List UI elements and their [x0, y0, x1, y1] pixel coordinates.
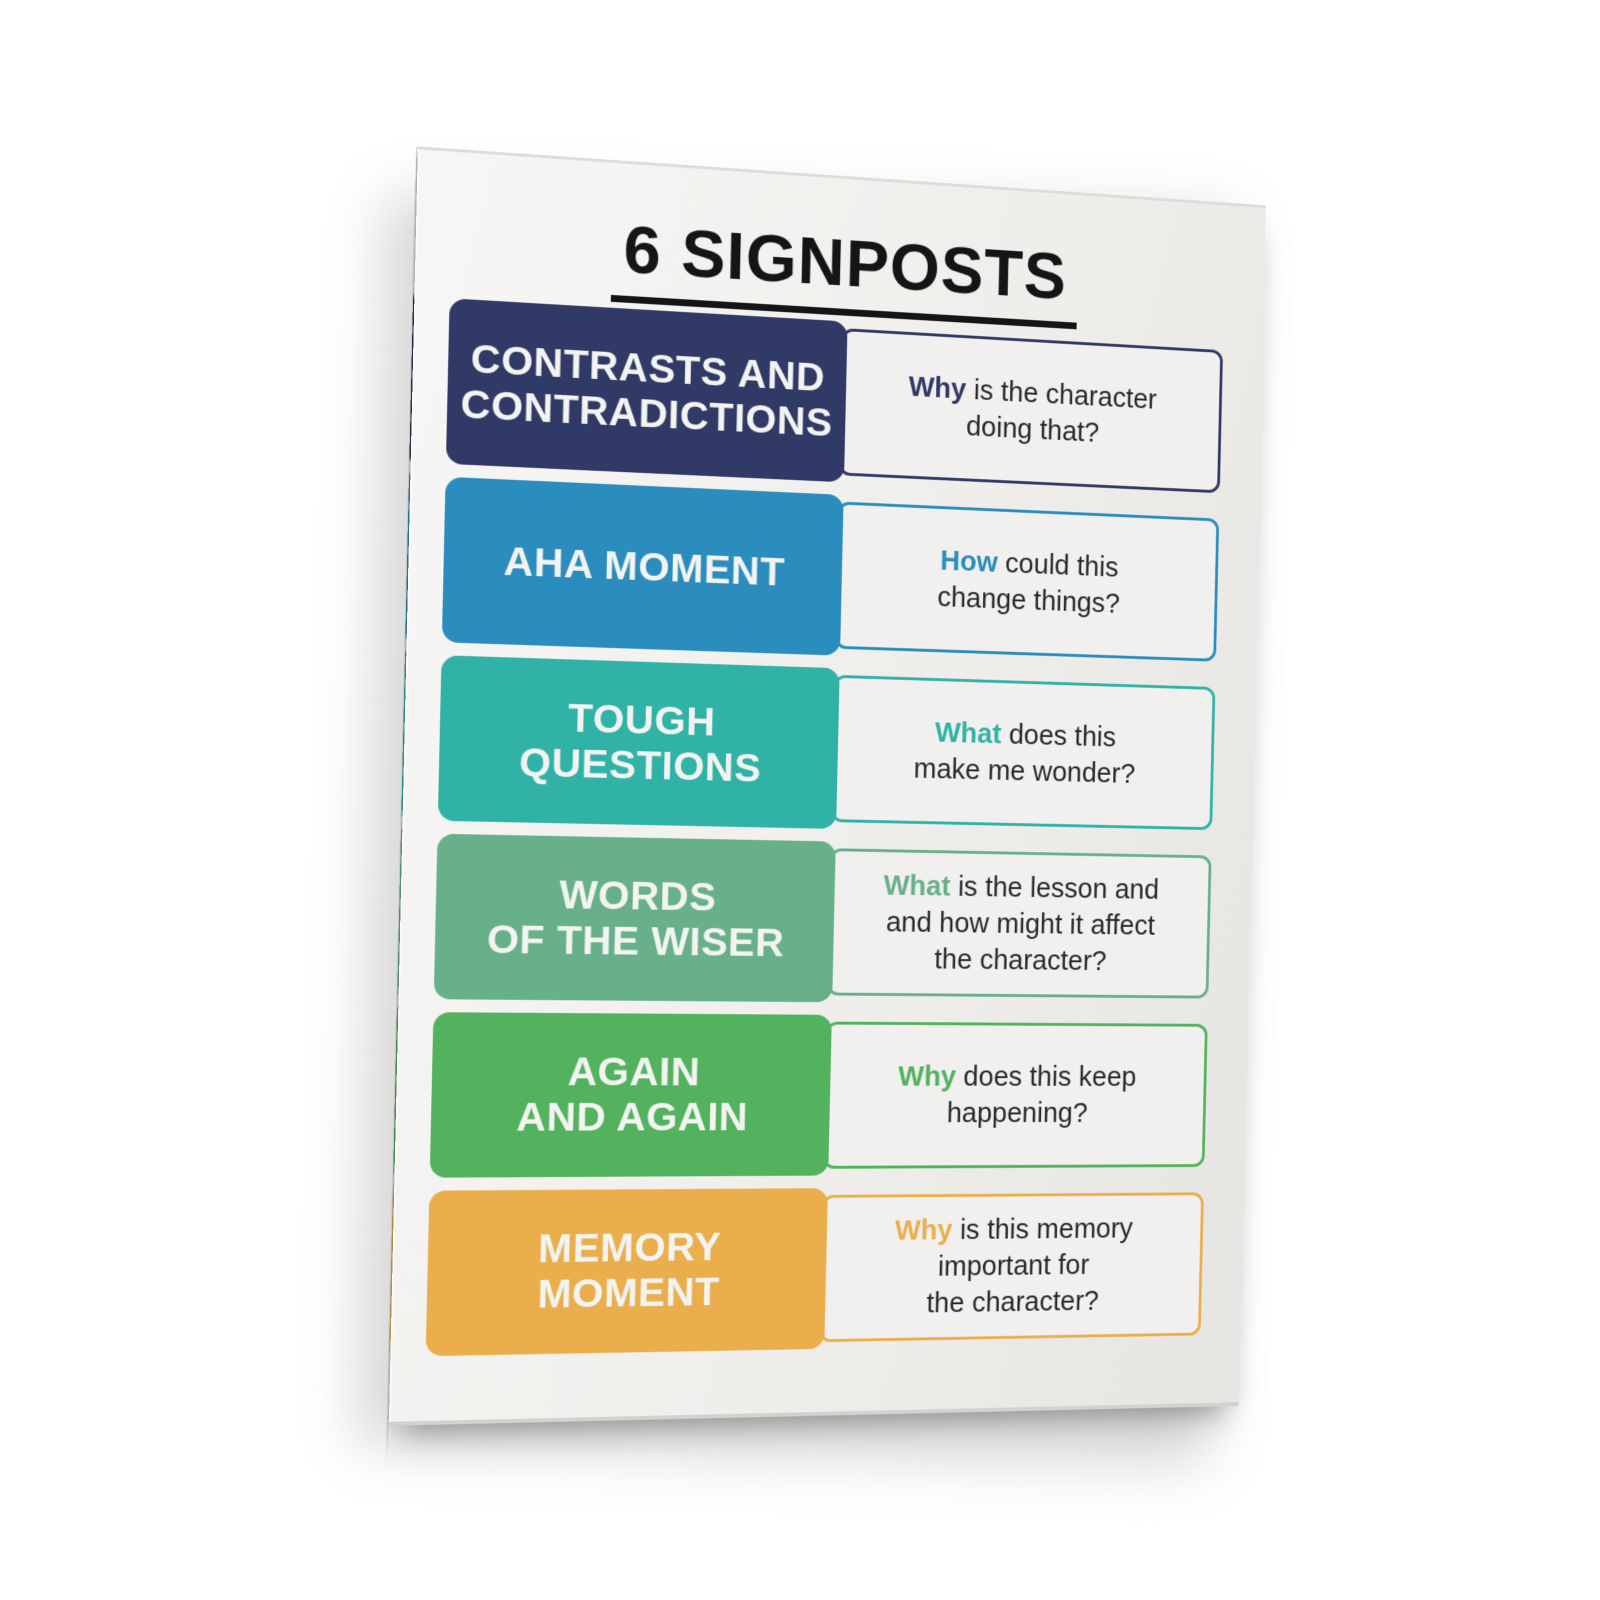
signpost-question — [819, 1192, 1204, 1342]
signpost-label — [426, 1188, 828, 1356]
question-text: does this keep — [955, 1061, 1137, 1093]
canvas-print — [387, 146, 1265, 1426]
row-memory-moment — [426, 1186, 1204, 1356]
question-text: is the character — [965, 374, 1158, 416]
row-words-of-the-wiser — [434, 834, 1212, 1005]
label-line: QUESTIONS — [518, 739, 762, 791]
label-line: CONTRASTS AND — [470, 335, 826, 400]
label-line: TOUGH — [567, 695, 717, 745]
question-keyword: How — [940, 545, 999, 579]
question-keyword: Why — [894, 1214, 953, 1247]
question-line: the character? — [934, 944, 1107, 977]
poster-title: 6 SIGNPOSTS — [611, 210, 1079, 329]
signpost-question — [834, 501, 1219, 661]
question-text: does this — [1001, 719, 1117, 753]
signpost-label — [430, 1012, 832, 1178]
question-line: happening? — [946, 1098, 1088, 1129]
question-keyword: What — [883, 870, 951, 902]
poster-front — [387, 146, 1265, 1426]
label-line: MOMENT — [536, 1268, 721, 1317]
signpost-table — [426, 298, 1224, 1356]
signpost-question — [838, 328, 1223, 493]
label-line: CONTRADICTIONS — [460, 380, 834, 445]
question-keyword: Why — [908, 371, 967, 406]
row-tough-questions — [438, 655, 1216, 836]
question-text: is the lesson and — [950, 871, 1160, 906]
question-line: and how might it affect — [885, 907, 1156, 942]
signpost-question — [827, 848, 1212, 998]
question-keyword: What — [934, 717, 1002, 750]
label-line: AHA MOMENT — [503, 538, 786, 595]
label-line: MEMORY — [537, 1224, 722, 1272]
row-aha-moment — [442, 477, 1219, 669]
question-text: is this memory — [952, 1213, 1134, 1246]
label-line: AGAIN — [567, 1048, 701, 1095]
question-line — [829, 1210, 1195, 1250]
question-text: could this — [997, 547, 1119, 584]
question-line — [837, 866, 1203, 909]
question-line: change things? — [936, 581, 1121, 620]
question-keyword: Why — [897, 1061, 957, 1093]
signpost-label — [442, 477, 844, 656]
signpost-label — [438, 655, 840, 829]
signpost-label — [446, 298, 848, 482]
question-line: the character? — [926, 1286, 1100, 1320]
label-line: AND AGAIN — [515, 1094, 749, 1140]
signpost-question — [831, 675, 1216, 830]
question-line — [833, 1058, 1199, 1095]
question-line: make me wonder? — [913, 753, 1136, 790]
question-line: important for — [937, 1249, 1090, 1283]
signpost-label — [434, 834, 836, 1003]
label-line: OF THE WISER — [486, 916, 785, 965]
label-line: WORDS — [558, 871, 717, 920]
question-line: doing that? — [965, 411, 1100, 449]
signpost-question — [823, 1022, 1208, 1169]
row-again-and-again — [430, 1012, 1208, 1178]
